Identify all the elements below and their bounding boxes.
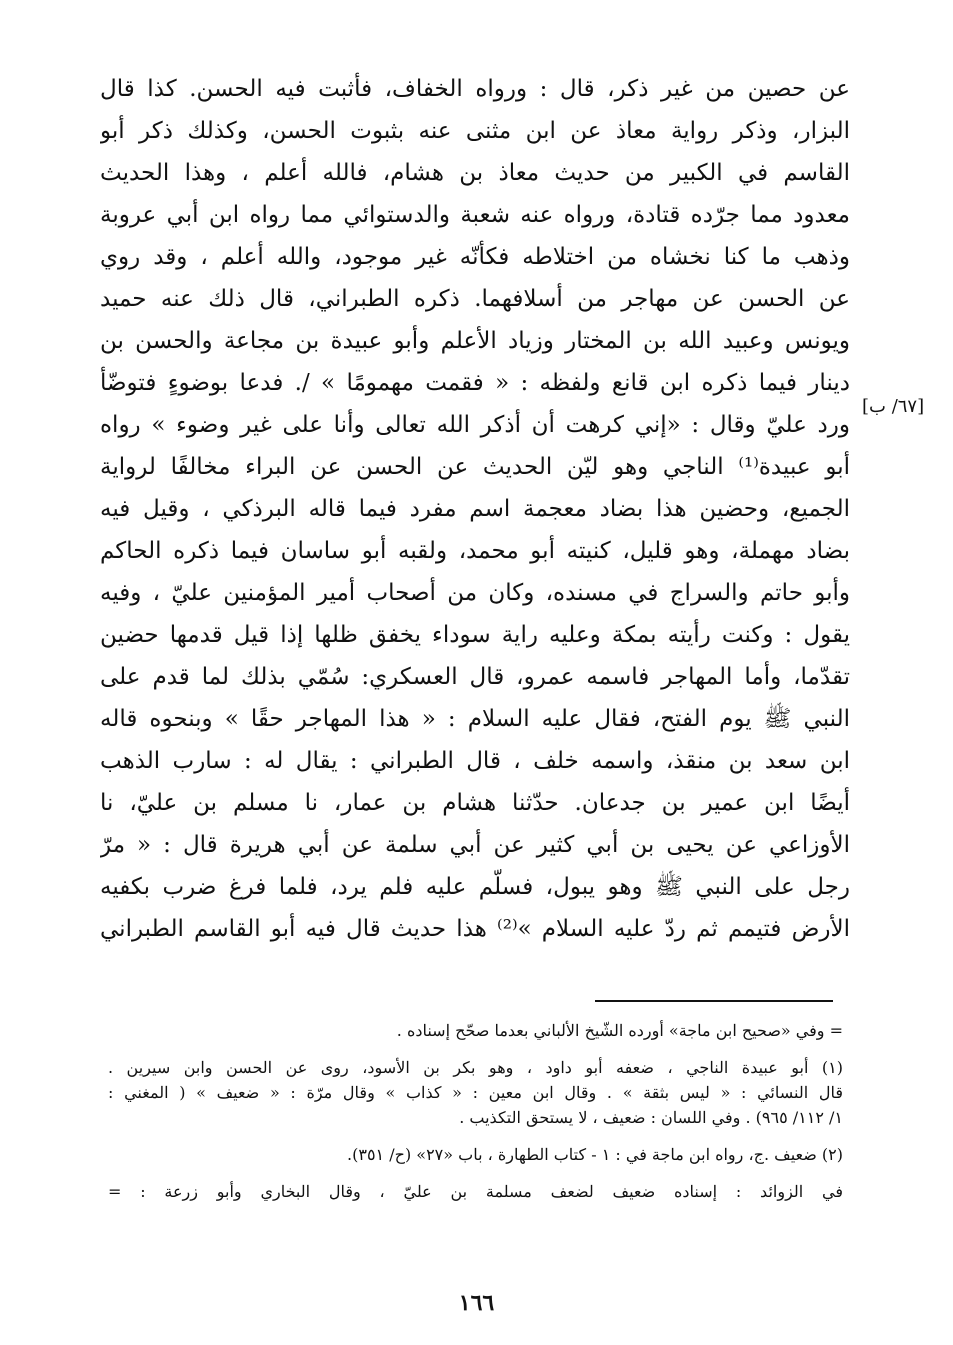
text-line: أبو عبيدة⁽¹⁾ الناجي وهو ليّن الحديث عن الحسن عن البراء مخالفًا لرواية [100, 454, 850, 480]
footnote-2-continuation: في الزوائد : إسناده ضعيف لضعف مسلمة بن عليّ ، وقال البخاري وأبو زرعة : = [108, 1182, 843, 1201]
text-line: النبي ﷺ يوم الفتح، فقال عليه السلام : « هذا المهاجر حقًا » وبنحوه قاله [100, 706, 850, 732]
main-text [100, 68, 850, 950]
footnotes [108, 1018, 843, 1204]
text-line: يقول : وكنت رأيته بمكة وعليه راية سوداء يخفق ظلها إذا قيل قدمها حضين [100, 622, 850, 648]
footnote-2: (٢) ضعيف .ج، رواه ابن ماجة في : ١ - كتاب الطهارة ، باب «٢٧» (ح/ ٣٥١). [347, 1145, 843, 1164]
footnote-separator [595, 1000, 833, 1002]
text-line: عن حصين من غير ذكر، قال : ورواه الخفاف، فأثبت فيه الحسن. كذا قال [100, 76, 850, 102]
text-line: الأوزاعي عن يحيى بن أبي كثير عن أبي سلمة عن أبي هريرة قال : « مرّ [100, 832, 850, 858]
footnote-1-line: (١) أبو عبيدة الناجي ، ضعفه أبو داود ، وهو بكر بن الأسود، روى عن الحسن وابن سيرين . [108, 1058, 843, 1077]
text-line: الجميع، وحضين هذا بضاد معجمة اسم مفرد فيما قاله البرذكي ، وقيل فيه [100, 496, 850, 522]
text-line: بضاد مهملة، وهو قليل، كنيته أبو محمد، ولقبه أبو ساسان فيما ذكره الحاكم [100, 538, 850, 564]
text-line: وذهب ما كنا نخشاه من اختلاطه فكأنّه غير موجود، والله أعلم ، وقد روي [100, 244, 850, 270]
text-line: تقدّما، وأما المهاجر فاسمه عمرو، قال العسكري: سُمّي بذلك لما قدم على [100, 664, 850, 690]
text-line: رجل على النبي ﷺ وهو يبول، فسلّم عليه فلم يرد، فلما فرغ ضرب بكفيه [100, 874, 850, 900]
text-line: عن الحسن عن مهاجر من أسلافهما. ذكره الطبراني، قال ذلك عنه حميد [100, 286, 850, 312]
text-line: ابن سعد بن منقذ، واسمه خلف ، قال الطبراني : يقال له : سارب الذهب [100, 748, 850, 774]
text-line: أيضًا ابن عمير بن جدعان. حدّثنا هشام بن عمار، نا مسلم بن عليّ، نا [100, 790, 850, 816]
text-line: البزار، وذكر رواية معاذ عن ابن مثنى عنه بثبوت الحسن، وكذلك ذكر أبو [100, 118, 850, 144]
text-line: القاسم في الكبير من حديث معاذ بن هشام، فالله أعلم ، وهذا الحديث [100, 160, 850, 186]
footnote-1-line: قال النسائي : « ليس بثقة » . وقال ابن معين : « كذاب » وقال مرّة : « ضعيف » ( المغني : [108, 1083, 843, 1102]
footnote-continuation: = وفي «صحيح ابن ماجة» أورده الشّيخ الألباني بعدما صحّح إسناده . [396, 1021, 843, 1040]
page-number: ١٦٦ [458, 1290, 495, 1316]
text-line: ويونس وعبيد الله بن المختار وزياد الأعلم وأبو عبيدة بن مجاعة والحسن بن [100, 328, 850, 354]
text-line: معدود مما جرّده قتادة، ورواه عنه شعبة والدستوائي مما رواه ابن أبي عروبة [100, 202, 850, 228]
manuscript-folio-reference: [٦٧/ ب] [862, 396, 925, 417]
text-line: الأرض فتيمم ثم ردّ عليه السلام »⁽²⁾ هذا حديث قال فيه أبو القاسم الطبراني [100, 916, 850, 942]
text-line: وأبو حاتم والسراج في مسنده، وكان من أصحاب أمير المؤمنين عليّ ، وفيه [100, 580, 850, 606]
footnote-1-line: ١/ ١١٢/ ٩٦٥) . وفي اللسان : ضعيف ، لا يستحق التكذيب . [459, 1108, 843, 1127]
text-line: ورد عليّ وقال : «إني كرهت أن أذكر الله تعالى وأنا على غير وضوء » رواه [100, 412, 850, 438]
text-line: دينار فيما ذكره ابن قانع ولفظه : « فقمت مهمومًا » /. فدعا بوضوءٍ فتوضّأ [100, 370, 850, 396]
